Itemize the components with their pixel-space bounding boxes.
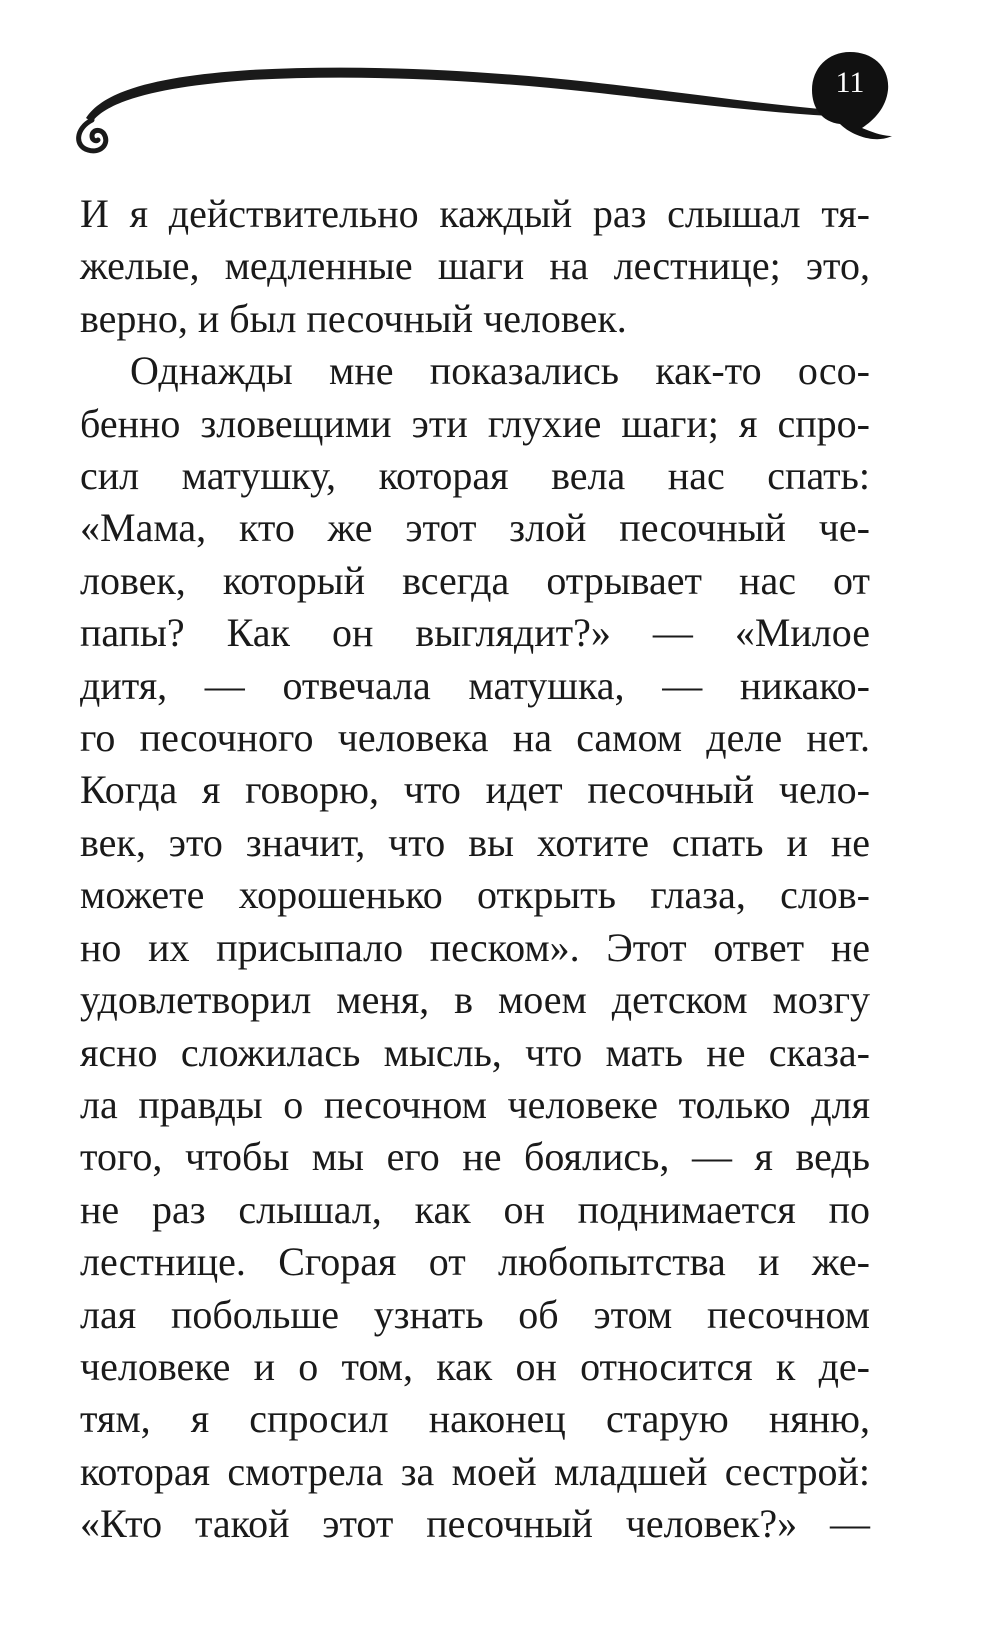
text-line: «Мама, кто же этот злой песочный че- [80, 505, 870, 551]
text-line: дитя, — отвечала матушка, — никако- [80, 662, 870, 708]
text-line: удовлетворил меня, в моем детском мозгу [80, 977, 870, 1023]
text-line: бенно зловещими эти глухие шаги; я спро- [80, 400, 870, 446]
text-line: «Кто такой этот песочный человек?» — [80, 1501, 870, 1547]
text-line: не раз слышал, как он поднимается по [80, 1186, 870, 1232]
text-line: желые, медленные шаги на лестнице; это, [80, 243, 870, 289]
text-line: человеке и о том, как он относится к де- [80, 1343, 870, 1389]
text-line: лестнице. Сгорая от любопытства и же- [80, 1239, 870, 1285]
text-line: го песочного человека на самом деле нет. [80, 715, 870, 761]
text-line: век, это значит, что вы хотите спать и не [80, 819, 870, 865]
text-line: Когда я говорю, что идет песочный чело- [80, 767, 870, 813]
text-line: ла правды о песочном человеке только для [80, 1081, 870, 1127]
text-line: лая побольше узнать об этом песочном [80, 1291, 870, 1337]
text-line: тям, я спросил наконец старую няню, [80, 1396, 870, 1442]
body-text [80, 188, 870, 1551]
swash-curve [86, 68, 832, 122]
swash-left-curl [79, 120, 106, 151]
text-line: верно, и был песочный человек. [80, 295, 627, 341]
text-line: сил матушку, которая вела нас спать: [80, 453, 870, 499]
page-number: 11 [835, 66, 865, 99]
text-line: папы? Как он выглядит?» — «Милое [80, 610, 870, 656]
text-line: которая смотрела за моей младшей сестрой: [80, 1448, 870, 1494]
text-line: ясно сложилась мысль, что мать не сказа- [80, 1029, 870, 1075]
text-line: И я действительно каждый раз слышал тя- [80, 191, 870, 236]
text-line: ловек, который всегда отрывает нас от [80, 557, 870, 603]
text-line: того, чтобы мы его не боялись, — я ведь [80, 1134, 870, 1180]
text-line: но их присыпало песком». Этот ответ не [80, 924, 870, 970]
text-line: Однажды мне показались как-то осо- [130, 348, 870, 394]
text-line: можете хорошенько открыть глаза, слов- [80, 872, 870, 918]
